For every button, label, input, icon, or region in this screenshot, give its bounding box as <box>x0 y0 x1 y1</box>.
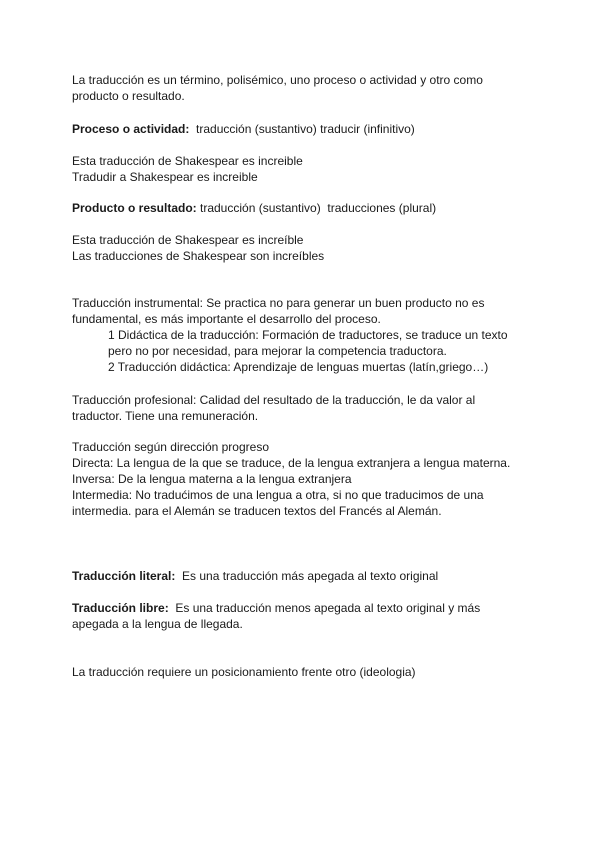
libre-label: Traducción libre: <box>72 601 169 615</box>
subitem-1-line-1: 1 Didáctica de la traducción: Formación de traductores, se traduce un texto <box>108 328 508 342</box>
producto-examples <box>72 232 532 264</box>
ideologia-text: La traducción requiere un posicionamiento frente otro (ideologia) <box>72 665 416 679</box>
direccion-inversa: Inversa: De la lengua materna a la lengua extranjera <box>72 472 352 486</box>
proceso-text: traducción (sustantivo) traducir (infinitivo) <box>189 122 415 136</box>
intro-line-2: producto o resultado. <box>72 89 185 103</box>
profesional-paragraph <box>72 392 532 424</box>
proceso-definition <box>72 121 532 137</box>
profesional-line-2: traductor. Tiene una remuneración. <box>72 409 259 423</box>
producto-label: Producto o resultado: <box>72 201 197 215</box>
ideologia-paragraph <box>72 664 532 680</box>
libre-line-2: apegada a la lengua de llegada. <box>72 617 243 631</box>
producto-definition <box>72 200 532 216</box>
subitem-2: 2 Traducción didáctica: Aprendizaje de lenguas muertas (latín,griego…) <box>108 360 489 374</box>
proceso-example-1: Esta traducción de Shakespear es increible <box>72 154 303 168</box>
direccion-title: Traducción según dirección progreso <box>72 440 269 454</box>
instrumental-subitems <box>108 327 528 375</box>
intro-line-1: La traducción es un término, polisémico, uno proceso o actividad y otro como <box>72 73 483 87</box>
literal-text: Es una traducción más apegada al texto original <box>175 569 439 583</box>
producto-example-2: Las traducciones de Shakespear son increíbles <box>72 249 325 263</box>
subitem-1-line-2: pero no por necesidad, para mejorar la competencia traductora. <box>108 344 447 358</box>
instrumental-paragraph <box>72 295 532 327</box>
direccion-intermedia-1: Intermedia: No tradućimos de una lengua a otra, si no que traducimos de una <box>72 488 484 502</box>
producto-example-1: Esta traducción de Shakespear es increíble <box>72 233 304 247</box>
proceso-examples <box>72 153 532 185</box>
proceso-example-2: Tradudir a Shakespear es increible <box>72 170 258 184</box>
literal-label: Traducción literal: <box>72 569 176 583</box>
producto-text: traducción (sustantivo) traducciones (plural) <box>196 201 437 215</box>
profesional-line-1: Traducción profesional: Calidad del resultado de la traducción, le da valor al <box>72 393 476 407</box>
libre-definition <box>72 600 532 632</box>
direccion-intermedia-2: intermedia. para el Alemán se traducen textos del Francés al Alemán. <box>72 504 442 518</box>
proceso-label: Proceso o actividad: <box>72 122 190 136</box>
intro-paragraph <box>72 72 532 104</box>
direccion-directa: Directa: La lengua de la que se traduce, de la lengua extranjera a lengua materna. <box>72 456 511 470</box>
libre-text: Es una traducción menos apegada al texto original y más <box>168 601 481 615</box>
literal-definition <box>72 568 532 584</box>
direccion-section <box>72 439 532 519</box>
instrumental-line-1: Traducción instrumental: Se practica no para generar un buen producto no es <box>72 296 485 310</box>
instrumental-line-2: fundamental, es más importante el desarrollo del proceso. <box>72 312 381 326</box>
